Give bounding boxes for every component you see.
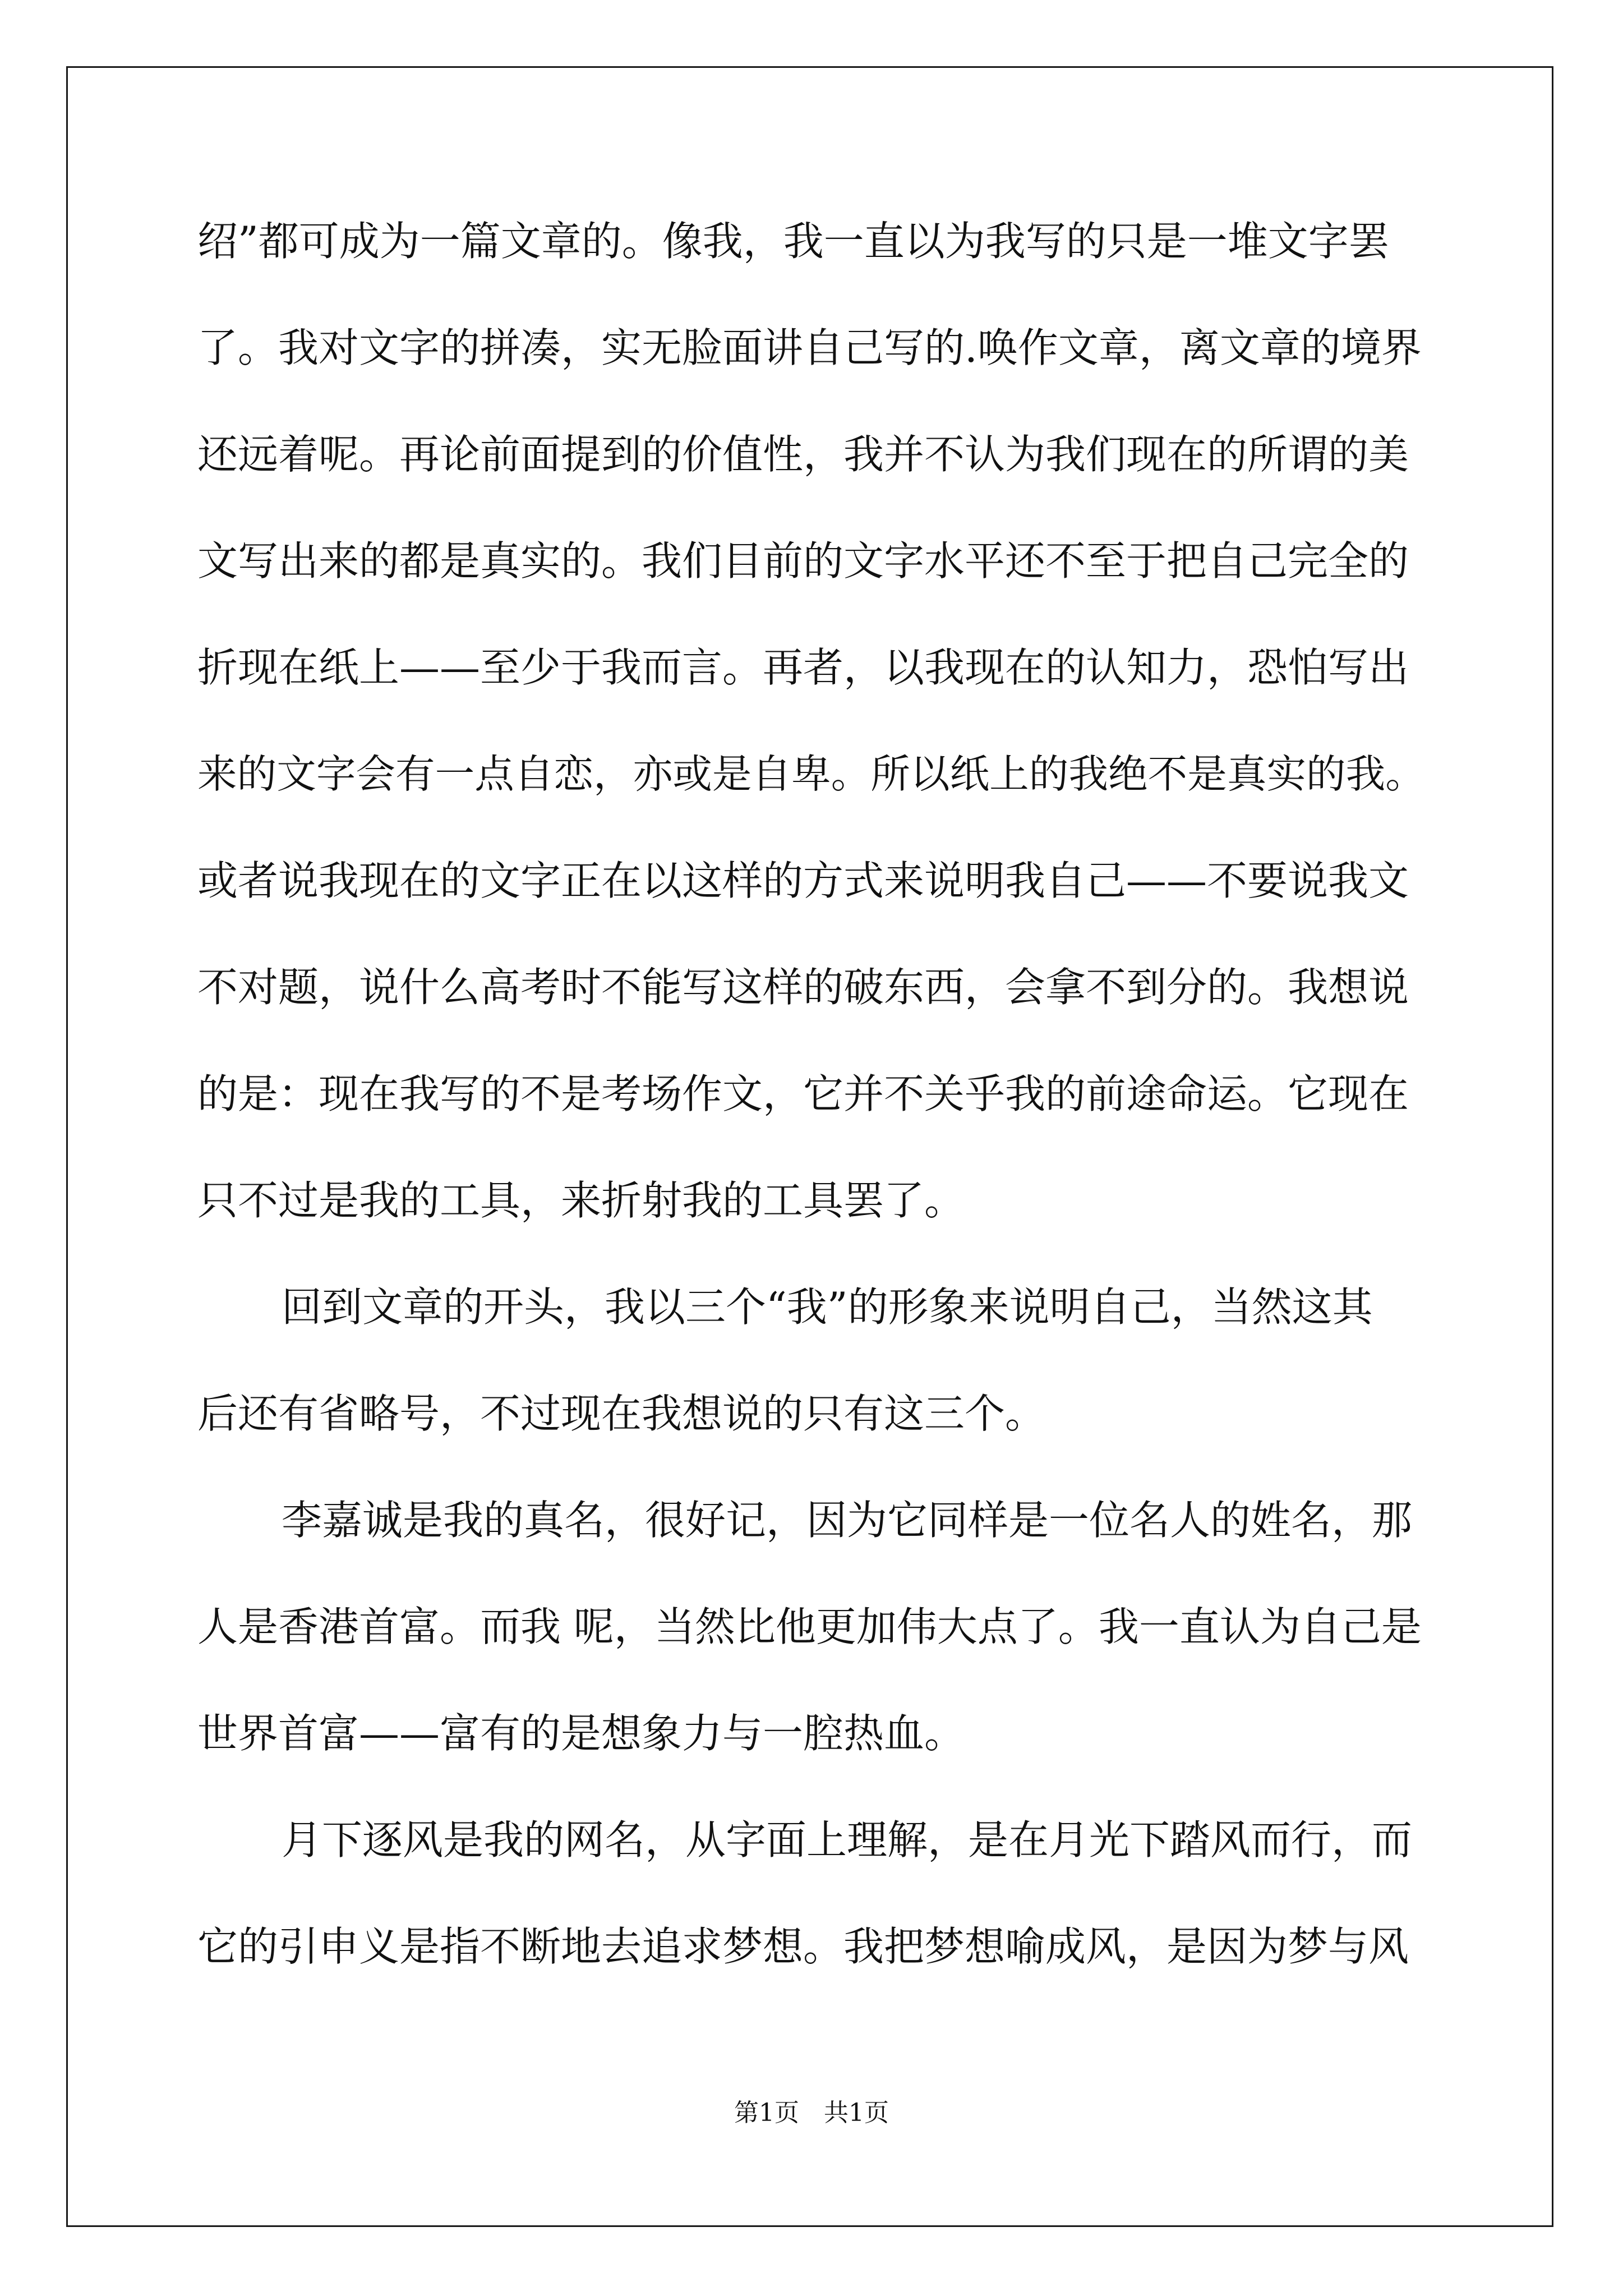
page-number-footer: 第1页 共1页 — [734, 2099, 889, 2127]
text-line: 后还有省略号，不过现在我想说的只有这三个。 — [197, 1390, 1046, 1437]
text-line: 了。我对文字的拼凑，实无脸面讲自己写的.唤作文章，离文章的境界 — [197, 324, 1422, 371]
text-line: 只不过是我的工具，来折射我的工具罢了。 — [197, 1177, 965, 1224]
text-line: 来的文字会有一点自恋，亦或是自卑。所以纸上的我绝不是真实的我。 — [197, 751, 1425, 797]
paragraph-start-line: 回到文章的开头，我以三个“我”的形象来说明自己，当然这其 — [282, 1283, 1373, 1331]
text-line: 不对题，说什么高考时不能写这样的破东西，会拿不到分的。我想说 — [197, 964, 1409, 1011]
text-line: 人是香港首富。而我 呢，当然比他更加伟大点了。我一直认为自己是 — [197, 1603, 1422, 1650]
text-line: 折现在纸上——至少于我而言。再者，以我现在的认知力，恐怕写出 — [197, 644, 1409, 691]
paragraph-start-line: 月下逐风是我的网名，从字面上理解，是在月光下踏风而行，而 — [282, 1816, 1413, 1864]
text-line: 绍”都可成为一篇文章的。像我，我一直以为我写的只是一堆文字罢 — [197, 218, 1389, 265]
paragraph-start-line: 李嘉诚是我的真名，很好记，因为它同样是一位名人的姓名，那 — [282, 1497, 1413, 1544]
text-line: 文写出来的都是真实的。我们目前的文字水平还不至于把自己完全的 — [197, 537, 1409, 585]
text-line: 世界首富——富有的是想象力与一腔热血。 — [197, 1710, 965, 1757]
text-line: 的是：现在我写的不是考场作文，它并不关乎我的前途命运。它现在 — [197, 1070, 1409, 1117]
text-line: 或者说我现在的文字正在以这样的方式来说明我自己——不要说我文 — [197, 857, 1409, 904]
text-line: 它的引申义是指不断地去追求梦想。我把梦想喻成风，是因为梦与风 — [197, 1923, 1409, 1970]
text-line: 还远着呢。再论前面提到的价值性，我并不认为我们现在的所谓的美 — [197, 431, 1409, 478]
page-border — [66, 66, 1553, 2227]
